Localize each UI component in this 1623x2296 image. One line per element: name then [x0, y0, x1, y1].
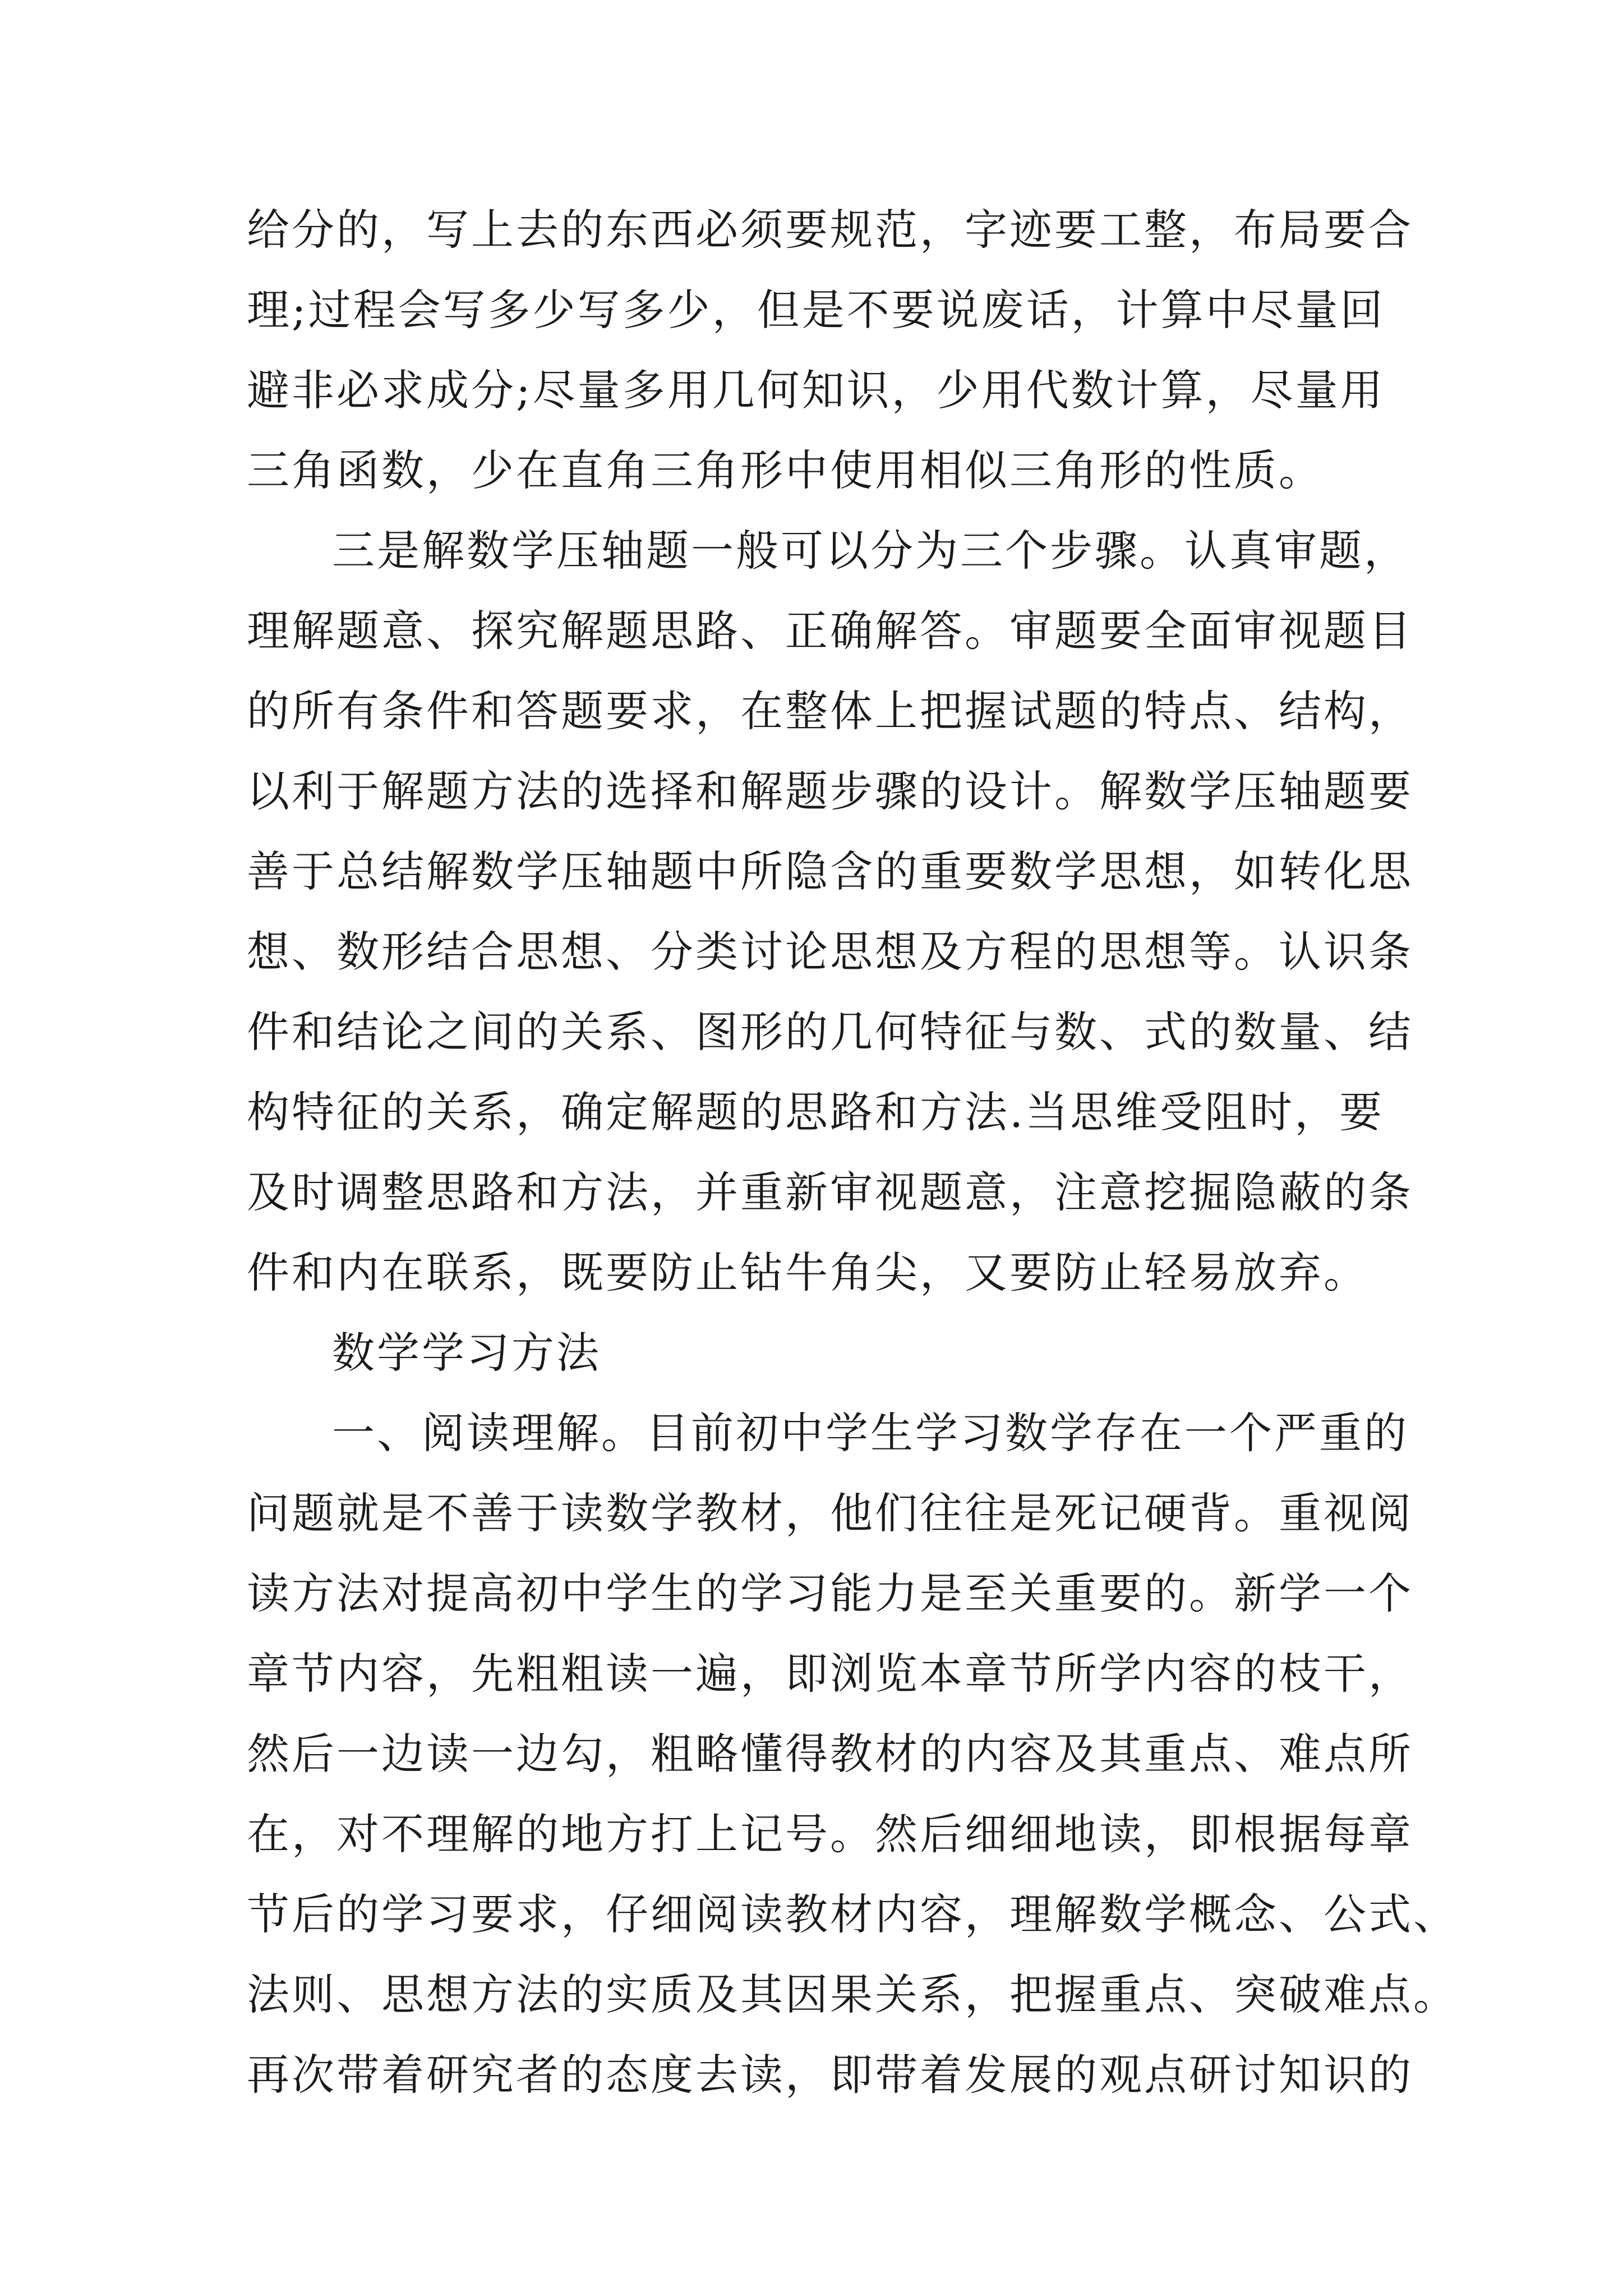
text-line: 然后一边读一边勾，粗略懂得教材的内容及其重点、难点所 [247, 1729, 1413, 1779]
text-line: 三角函数，少在直角三角形中使用相似三角形的性质。 [247, 445, 1324, 495]
text-line: 理解题意、探究解题思路、正确解答。审题要全面审视题目 [247, 606, 1413, 656]
text-line: 在，对不理解的地方打上记号。然后细细地读，即根据每章 [247, 1809, 1413, 1859]
text-line: 理;过程会写多少写多少，但是不要说废话，计算中尽量回 [247, 285, 1385, 335]
text-line: 法则、思想方法的实质及其因果关系，把握重点、突破难点。 [247, 1970, 1458, 2019]
section-heading: 数学学习方法 [332, 1328, 601, 1378]
text-line: 件和结论之间的关系、图形的几何特征与数、式的数量、结 [247, 1007, 1413, 1057]
text-line: 的所有条件和答题要求，在整体上把握试题的特点、结构， [247, 686, 1413, 736]
text-line: 想、数形结合思想、分类讨论思想及方程的思想等。认识条 [247, 927, 1413, 977]
text-line: 再次带着研究者的态度去读，即带着发展的观点研讨知识的 [247, 2050, 1413, 2100]
text-line: 善于总结解数学压轴题中所隐含的重要数学思想，如转化思 [247, 846, 1413, 896]
text-line: 避非必求成分;尽量多用几何知识，少用代数计算，尽量用 [247, 365, 1385, 415]
paragraph-start-line: 三是解数学压轴题一般可以分为三个步骤。认真审题， [332, 526, 1409, 576]
text-line: 读方法对提高初中学生的学习能力是至关重要的。新学一个 [247, 1568, 1413, 1618]
text-line: 章节内容，先粗粗读一遍，即浏览本章节所学内容的枝干， [247, 1649, 1413, 1699]
text-line: 构特征的关系，确定解题的思路和方法.当思维受阻时，要 [247, 1087, 1385, 1137]
text-line: 以利于解题方法的选择和解题步骤的设计。解数学压轴题要 [247, 766, 1413, 816]
text-line: 问题就是不善于读数学教材，他们往往是死记硬背。重视阅 [247, 1488, 1413, 1538]
text-line: 及时调整思路和方法，并重新审视题意，注意挖掘隐蔽的条 [247, 1167, 1413, 1217]
text-line: 节后的学习要求，仔细阅读教材内容，理解数学概念、公式、 [247, 1889, 1458, 1939]
text-line: 件和内在联系，既要防止钻牛角尖，又要防止轻易放弃。 [247, 1248, 1368, 1297]
paragraph-start-line: 一、阅读理解。目前初中学生学习数学存在一个严重的 [332, 1408, 1409, 1458]
text-line: 给分的，写上去的东西必须要规范，字迹要工整，布局要合 [247, 205, 1413, 255]
